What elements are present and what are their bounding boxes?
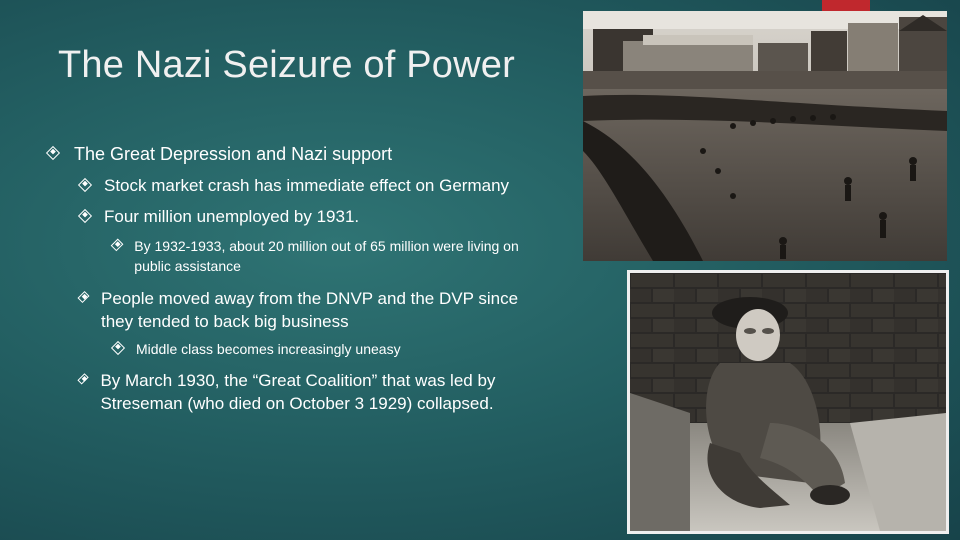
bullet-text: The Great Depression and Nazi support	[74, 144, 393, 164]
bullet-text: By 1932-1933, about 20 million out of 65 million were living on public assistance	[134, 238, 519, 274]
bullet-level3	[113, 236, 523, 276]
diamond-bullet-icon	[78, 178, 92, 192]
crowd-queue-photo	[583, 11, 947, 261]
bullet-level3	[113, 339, 523, 359]
diamond-bullet-icon	[46, 146, 60, 160]
bullet-text: By March 1930, the “Great Coalition” that was led by Streseman (who died on October 3 1929) collapsed.	[100, 371, 496, 413]
bullet-text: People moved away from the DNVP and the DVP since they tended to back big business	[101, 289, 519, 331]
bullet-level2	[80, 287, 520, 333]
boy-sitting-photo	[627, 270, 949, 534]
bullet-text: Four million unemployed by 1931.	[104, 207, 360, 226]
slide-title: The Nazi Seizure of Power	[58, 44, 515, 86]
bullet-level2	[80, 369, 540, 415]
diamond-bullet-icon	[78, 209, 92, 223]
bullet-text: Middle class becomes increasingly uneasy	[136, 341, 401, 357]
diamond-bullet-icon	[77, 373, 89, 385]
diamond-bullet-icon	[111, 341, 125, 355]
bullet-level2	[80, 175, 550, 197]
diamond-bullet-icon	[111, 239, 124, 252]
diamond-bullet-icon	[77, 291, 89, 303]
bullet-level2	[80, 206, 550, 228]
bullet-level1	[48, 143, 568, 165]
bullet-text: Stock market crash has immediate effect on Germany	[104, 176, 510, 195]
